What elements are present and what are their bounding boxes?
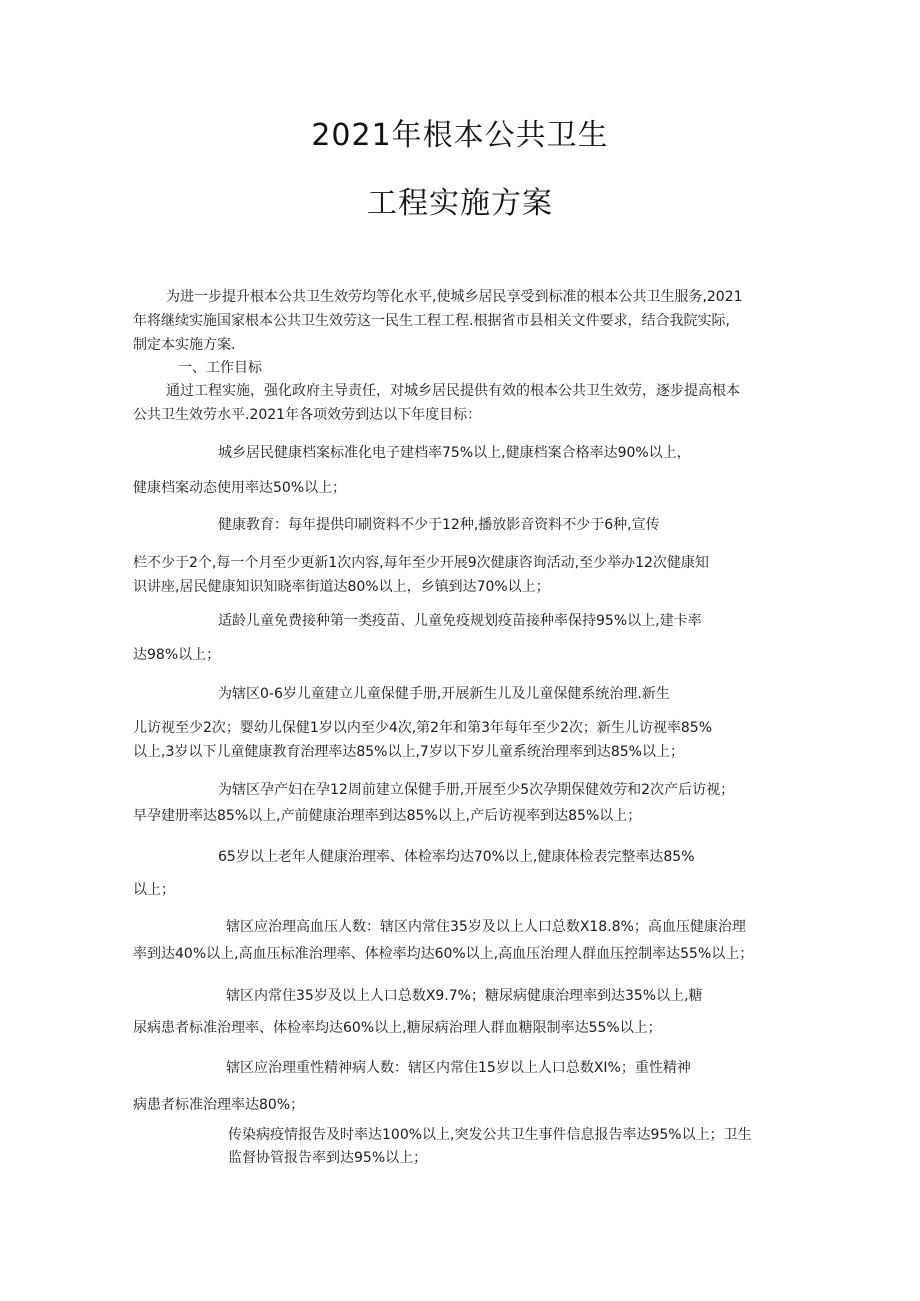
body-text-line: 监督协管报告率到达95%以上； (228, 1150, 428, 1166)
body-text-line: 65岁以上老年人健康治理率、体检率均达70%以上,健康体检表完整率达85% (218, 849, 695, 865)
document-title-line-2: 工程实施方案 (367, 186, 553, 221)
body-text-line: 辖区应治理高血压人数：辖区内常住35岁及以上人口总数X18.8%；高血压健康治理 (226, 919, 746, 935)
section-heading: 一、工作目标 (178, 360, 262, 376)
body-text-line: 制定本实施方案. (133, 337, 236, 353)
body-text-line: 达98%以上； (133, 647, 221, 663)
body-text-line: 为辖区0-6岁儿童建立儿童保健手册,开展新生儿及儿童保健系统治理.新生 (218, 686, 670, 702)
body-text-line: 适龄儿童免费接种第一类疫苗、儿童免疫规划疫苗接种率保持95%以上,建卡率 (218, 613, 702, 629)
body-text-line: 年将继续实施国家根本公共卫生效劳这一民生工程工程.根据省市县相关文件要求，结合我院实际, (133, 313, 730, 329)
body-text-line: 以上,3岁以下儿童健康教育治理率达85%以上,7岁以下岁儿童系统治理率到达85%以上； (133, 744, 684, 760)
body-text-line: 早孕建册率达85%以上,产前健康治理率到达85%以上,产后访视率到达85%以上； (133, 808, 642, 824)
body-text-line: 健康教育：每年提供印刷资料不少于12种,播放影音资料不少于6种,宣传 (218, 517, 660, 533)
body-text-line: 为进一步提升根本公共卫生效劳均等化水平,使城乡居民享受到标准的根本公共卫生服务,2021 (166, 289, 743, 305)
body-text-line: 为辖区孕产妇在孕12周前建立保健手册,开展至少5次孕期保健效劳和2次产后访视； (218, 782, 735, 798)
document-title-line-1: 2021年根本公共卫生 (311, 118, 609, 153)
body-text-line: 率到达40%以上,高血压标准治理率、体检率均达60%以上,高血压治理人群血压控制率达55%以上； (133, 946, 754, 962)
body-text-line: 传染病疫情报告及时率达100%以上,突发公共卫生事件信息报告率达95%以上；卫生 (228, 1127, 752, 1143)
body-text-line: 通过工程实施，强化政府主导责任，对城乡居民提供有效的根本公共卫生效劳，逐步提高根本 (166, 383, 740, 399)
body-text-line: 尿病患者标准治理率、体检率均达60%以上,糖尿病治理人群血糖限制率达55%以上； (133, 1020, 662, 1036)
body-text-line: 识讲座,居民健康知识知晓率街道达80%以上，乡镇到达70%以上； (133, 579, 550, 595)
body-text-line: 以上； (133, 882, 175, 898)
body-text-line: 辖区应治理重性精神病人数：辖区内常住15岁以上人口总数XI%；重性精神 (226, 1060, 691, 1076)
body-text-line: 健康档案动态使用率达50%以上； (133, 480, 347, 496)
body-text-line: 辖区内常住35岁及以上人口总数X9.7%；糖尿病健康治理率到达35%以上,糖 (226, 988, 703, 1004)
body-text-line: 城乡居民健康档案标准化电子建档率75%以上,健康档案合格率达90%以上， (218, 445, 691, 461)
body-text-line: 公共卫生效劳水平.2021年各项效劳到达以下年度目标： (133, 407, 482, 423)
body-text-line: 病患者标准治理率达80%； (133, 1097, 305, 1113)
body-text-line: 儿访视至少2次；婴幼儿保健1岁以内至少4次,第2年和第3年每年至少2次；新生儿访视率85% (133, 720, 713, 736)
body-text-line: 栏不少于2个,每一个月至少更新1次内容,每年至少开展9次健康咨询活动,至少举办12次健康知 (133, 555, 709, 571)
